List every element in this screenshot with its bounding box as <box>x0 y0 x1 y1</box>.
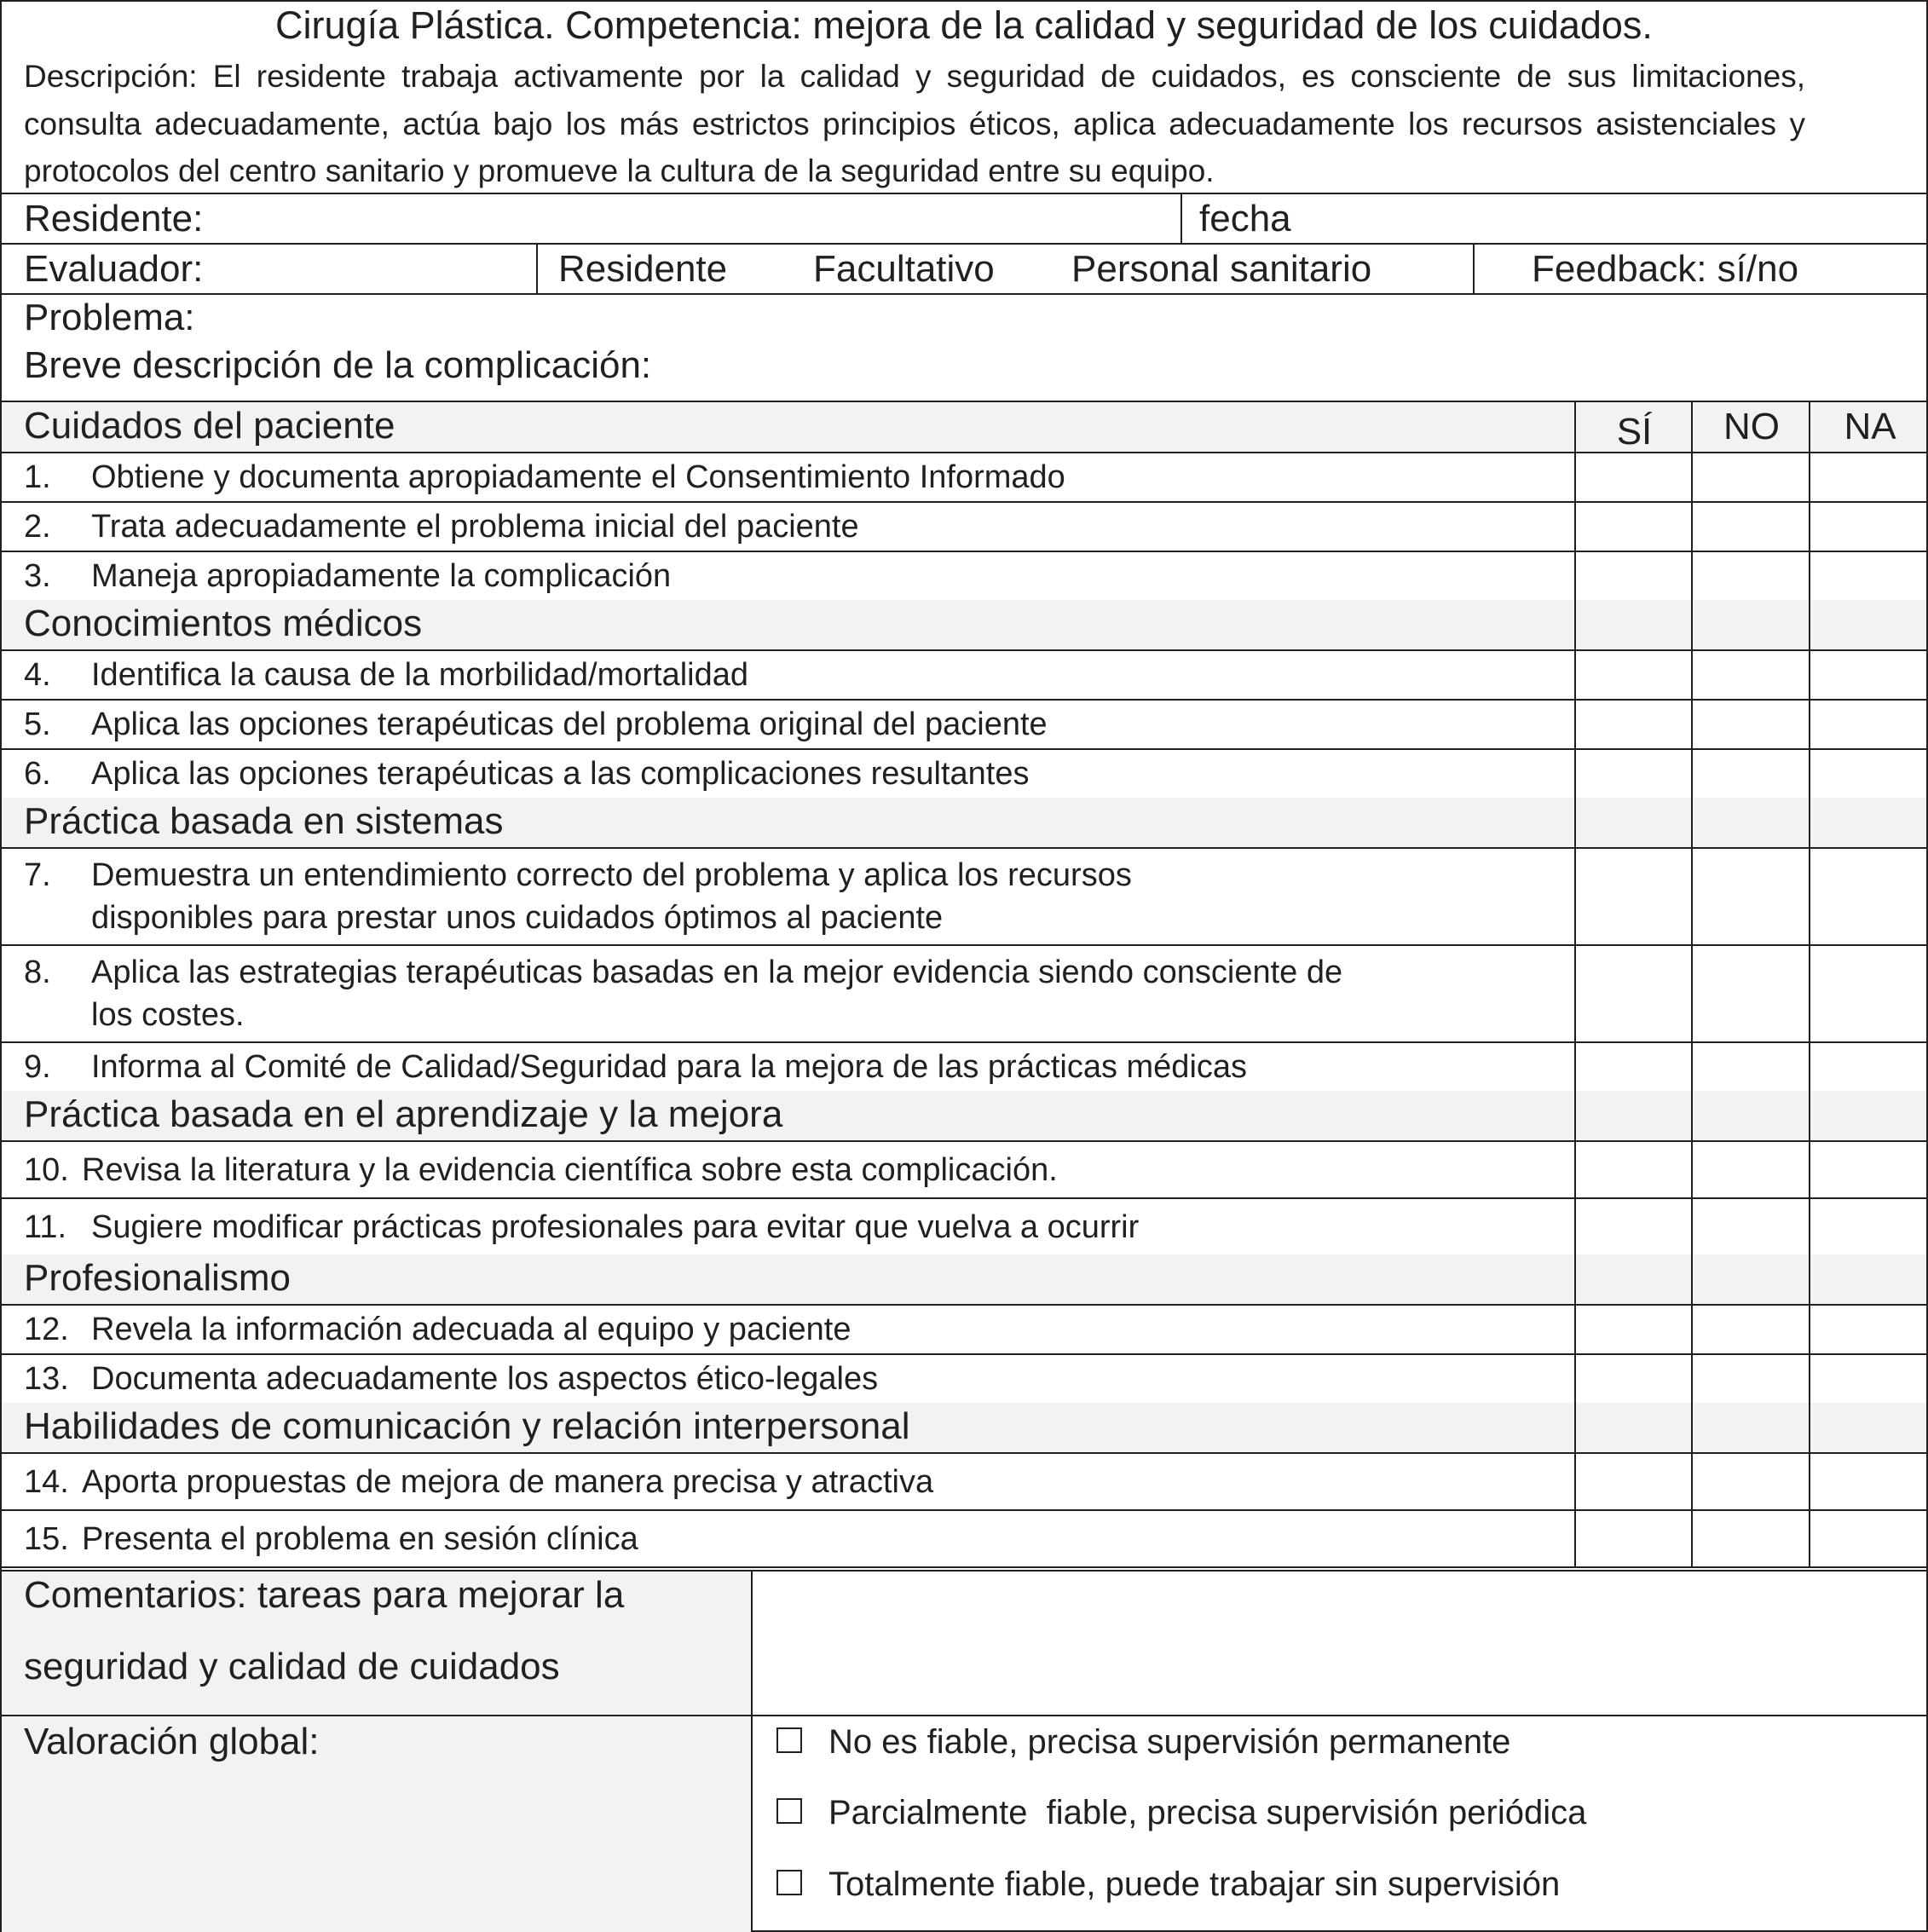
divider <box>1574 1304 1576 1353</box>
answer-cell-na[interactable] <box>1810 1197 1928 1254</box>
answer-cell-na[interactable] <box>1810 551 1928 600</box>
answer-cell-na[interactable] <box>1810 501 1928 551</box>
divider <box>1809 1041 1810 1091</box>
divider <box>1574 1452 1576 1509</box>
item-text: Aplica las estrategias terapéuticas basadas en la mejor evidencia siendo consciente de <box>91 954 1343 990</box>
item-number: 3. <box>24 558 51 594</box>
divider <box>2 193 1926 194</box>
divider <box>1574 1197 1576 1254</box>
item-number: 8. <box>24 954 51 990</box>
answer-cell-si[interactable] <box>1576 1304 1693 1353</box>
divider <box>1809 944 1810 1041</box>
section-title: Conocimientos médicos <box>24 603 423 644</box>
divider <box>1691 1041 1693 1091</box>
divider <box>1574 1509 1576 1566</box>
item-number: 6. <box>24 756 51 792</box>
divider <box>2 1566 1926 1568</box>
answer-cell-si[interactable] <box>1576 452 1693 501</box>
divider <box>1809 452 1810 501</box>
divider <box>1691 1140 1693 1197</box>
divider <box>1809 1091 1810 1140</box>
divider <box>1574 699 1576 748</box>
item-number: 14. <box>24 1463 69 1500</box>
answer-cell-no[interactable] <box>1693 748 1810 798</box>
divider <box>1809 1452 1810 1509</box>
divider <box>751 1571 753 1932</box>
answer-cell-no[interactable] <box>1693 452 1810 501</box>
answer-cell-si[interactable] <box>1576 748 1693 798</box>
resident-label: Residente: <box>24 198 204 239</box>
rating-option-2-label: Parcialmente fiable, precisa supervisión periódica <box>828 1794 1587 1831</box>
divider <box>1574 1041 1576 1091</box>
item-text: Presenta el problema en sesión clínica <box>82 1520 638 1557</box>
divider <box>1809 1403 1810 1452</box>
complication-label: Breve descripción de la complicación: <box>24 344 652 386</box>
answer-cell-si[interactable] <box>1576 1140 1693 1197</box>
divider <box>1574 1091 1576 1140</box>
divider <box>2 293 1926 295</box>
item-number: 15. <box>24 1520 69 1557</box>
divider <box>1809 798 1810 847</box>
divider <box>1691 402 1693 452</box>
answer-cell-na[interactable] <box>1810 1353 1928 1403</box>
divider <box>1574 551 1576 600</box>
item-number: 13. <box>24 1361 69 1397</box>
answer-cell-no[interactable] <box>1693 501 1810 551</box>
item-text: Maneja apropiadamente la complicación <box>91 558 672 594</box>
divider <box>1809 649 1810 699</box>
divider <box>1691 452 1693 501</box>
divider <box>536 244 538 293</box>
section-title: Habilidades de comunicación y relación interpersonal <box>24 1405 910 1447</box>
answer-cell-no[interactable] <box>1693 1353 1810 1403</box>
answer-cell-na[interactable] <box>1810 1509 1928 1566</box>
item-text: Obtiene y documenta apropiadamente el Consentimiento Informado <box>91 459 1065 495</box>
rating-option-3-label: Totalmente fiable, puede trabajar sin supervisión <box>828 1866 1561 1903</box>
form-title: Cirugía Plástica. Competencia: mejora de la calidad y seguridad de los cuidados. <box>275 3 1653 47</box>
problem-label: Problema: <box>24 297 195 338</box>
divider <box>1809 501 1810 551</box>
form-description: Descripción: El residente trabaja activamente por la calidad y seguridad de cuidados, es consciente de sus limitaciones, consulta adecuadamente, actúa bajo los más estrictos principios éticos, aplica adecuadamente los recursos asistenciales y protocolos del centro sanitario y promueve la cultura de la seguridad entre su equipo. <box>24 59 1805 188</box>
answer-cell-no[interactable] <box>1693 1140 1810 1197</box>
evaluator-option-personal[interactable]: Personal sanitario <box>1071 248 1372 290</box>
answer-cell-na[interactable] <box>1810 1452 1928 1509</box>
item-text: Aporta propuestas de mejora de manera precisa y atractiva <box>82 1463 934 1500</box>
rating-option-1-checkbox[interactable] <box>776 1727 802 1753</box>
answer-cell-na[interactable] <box>1810 699 1928 748</box>
column-header-si: SÍ <box>1616 411 1653 453</box>
answer-cell-na[interactable] <box>1810 847 1928 944</box>
answer-cell-si[interactable] <box>1576 551 1693 600</box>
divider <box>1473 244 1475 293</box>
divider <box>1180 193 1182 243</box>
divider <box>1691 501 1693 551</box>
item-text-continued: disponibles para prestar unos cuidados óptimos al paciente <box>91 900 944 936</box>
item-number: 4. <box>24 657 51 693</box>
item-text: Identifica la causa de la morbilidad/mortalidad <box>91 657 748 693</box>
answer-cell-na[interactable] <box>1810 649 1928 699</box>
item-text: Aplica las opciones terapéuticas del problema original del paciente <box>91 706 1048 742</box>
divider <box>1574 1254 1576 1304</box>
item-number: 10. <box>24 1151 69 1188</box>
item-text: Aplica las opciones terapéuticas a las complicaciones resultantes <box>91 756 1030 792</box>
divider <box>1574 847 1576 944</box>
item-text: Demuestra un entendimiento correcto del problema y aplica los recursos <box>91 857 1132 893</box>
divider <box>1691 551 1693 600</box>
divider <box>1691 600 1693 649</box>
evaluator-option-facultativo[interactable]: Facultativo <box>813 248 995 290</box>
divider <box>1809 1353 1810 1403</box>
answer-cell-na[interactable] <box>1810 1140 1928 1197</box>
answer-cell-si[interactable] <box>1576 1452 1693 1509</box>
answer-cell-no[interactable] <box>1693 649 1810 699</box>
divider <box>1691 847 1693 944</box>
item-number: 9. <box>24 1049 51 1085</box>
section-title: Cuidados del paciente <box>24 405 395 447</box>
answer-cell-si[interactable] <box>1576 847 1693 944</box>
divider <box>1809 748 1810 798</box>
divider <box>1809 1509 1810 1566</box>
item-number: 11. <box>24 1208 67 1245</box>
answer-cell-no[interactable] <box>1693 1452 1810 1509</box>
answer-cell-si[interactable] <box>1576 944 1693 1041</box>
comments-label-line2: seguridad y calidad de cuidados <box>24 1646 560 1687</box>
date-label: fecha <box>1199 198 1291 239</box>
divider <box>1574 1140 1576 1197</box>
column-header-na: NA <box>1844 406 1896 447</box>
answer-cell-na[interactable] <box>1810 748 1928 798</box>
answer-cell-si[interactable] <box>1576 1353 1693 1403</box>
divider <box>1691 1403 1693 1452</box>
divider <box>1691 649 1693 699</box>
item-number: 5. <box>24 706 51 742</box>
divider <box>1574 1353 1576 1403</box>
divider <box>1809 847 1810 944</box>
divider <box>2 243 1926 245</box>
answer-cell-na[interactable] <box>1810 944 1928 1041</box>
answer-cell-si[interactable] <box>1576 649 1693 699</box>
divider <box>1809 402 1810 452</box>
divider <box>1691 944 1693 1041</box>
feedback-label[interactable]: Feedback: sí/no <box>1532 248 1799 290</box>
rating-option-3-checkbox[interactable] <box>776 1870 802 1895</box>
answer-cell-si[interactable] <box>1576 1041 1693 1091</box>
divider <box>1574 798 1576 847</box>
divider <box>1574 944 1576 1041</box>
item-text: Revisa la literatura y la evidencia científica sobre esta complicación. <box>82 1151 1058 1188</box>
divider <box>1809 1197 1810 1254</box>
divider <box>1574 501 1576 551</box>
answer-cell-no[interactable] <box>1693 944 1810 1041</box>
answer-cell-na[interactable] <box>1810 452 1928 501</box>
global-rating-label: Valoración global: <box>24 1721 320 1762</box>
divider <box>1574 649 1576 699</box>
evaluator-label: Evaluador: <box>24 248 204 290</box>
divider <box>1574 452 1576 501</box>
answer-cell-si[interactable] <box>1576 1197 1693 1254</box>
comments-field[interactable] <box>753 1572 1926 1715</box>
divider <box>1574 748 1576 798</box>
item-number: 1. <box>24 459 51 495</box>
divider <box>1574 600 1576 649</box>
item-number: 2. <box>24 509 51 545</box>
divider <box>1691 798 1693 847</box>
divider <box>1809 699 1810 748</box>
divider <box>1691 699 1693 748</box>
answer-cell-no[interactable] <box>1693 1197 1810 1254</box>
answer-cell-no[interactable] <box>1693 551 1810 600</box>
answer-cell-na[interactable] <box>1810 1304 1928 1353</box>
section-title: Práctica basada en el aprendizaje y la mejora <box>24 1093 783 1135</box>
item-text: Informa al Comité de Calidad/Seguridad para la mejora de las prácticas médicas <box>91 1049 1248 1085</box>
divider <box>1809 1304 1810 1353</box>
divider <box>1691 1304 1693 1353</box>
rating-option-1-label: No es fiable, precisa supervisión permanente <box>828 1723 1511 1761</box>
section-title: Práctica basada en sistemas <box>24 800 504 842</box>
item-text-continued: los costes. <box>91 997 245 1033</box>
answer-cell-na[interactable] <box>1810 1041 1928 1091</box>
item-number: 12. <box>24 1312 69 1347</box>
divider <box>1691 1353 1693 1403</box>
answer-cell-no[interactable] <box>1693 1041 1810 1091</box>
divider <box>1809 1140 1810 1197</box>
answer-cell-no[interactable] <box>1693 1509 1810 1566</box>
item-text: Sugiere modificar prácticas profesionales para evitar que vuelva a ocurrir <box>91 1208 1140 1245</box>
comments-label-line1: Comentarios: tareas para mejorar la <box>24 1574 625 1616</box>
answer-cell-si[interactable] <box>1576 699 1693 748</box>
item-text: Revela la información adecuada al equipo y paciente <box>91 1312 851 1347</box>
answer-cell-no[interactable] <box>1693 1304 1810 1353</box>
divider <box>1691 1091 1693 1140</box>
rating-option-2-checkbox[interactable] <box>776 1798 802 1824</box>
divider <box>1691 1254 1693 1304</box>
answer-cell-si[interactable] <box>1576 501 1693 551</box>
answer-cell-no[interactable] <box>1693 847 1810 944</box>
answer-cell-no[interactable] <box>1693 699 1810 748</box>
evaluator-option-residente[interactable]: Residente <box>558 248 728 290</box>
divider <box>1691 1452 1693 1509</box>
divider <box>1691 748 1693 798</box>
column-header-no: NO <box>1723 406 1780 447</box>
section-title: Profesionalismo <box>24 1257 292 1299</box>
item-text: Trata adecuadamente el problema inicial del paciente <box>91 509 859 545</box>
divider <box>1691 1197 1693 1254</box>
divider <box>1809 600 1810 649</box>
divider <box>1809 1254 1810 1304</box>
divider <box>1809 551 1810 600</box>
divider <box>1574 402 1576 452</box>
item-text: Documenta adecuadamente los aspectos ético-legales <box>91 1361 879 1397</box>
divider <box>1691 1509 1693 1566</box>
answer-cell-si[interactable] <box>1576 1509 1693 1566</box>
divider <box>1574 1403 1576 1452</box>
item-number: 7. <box>24 857 51 893</box>
